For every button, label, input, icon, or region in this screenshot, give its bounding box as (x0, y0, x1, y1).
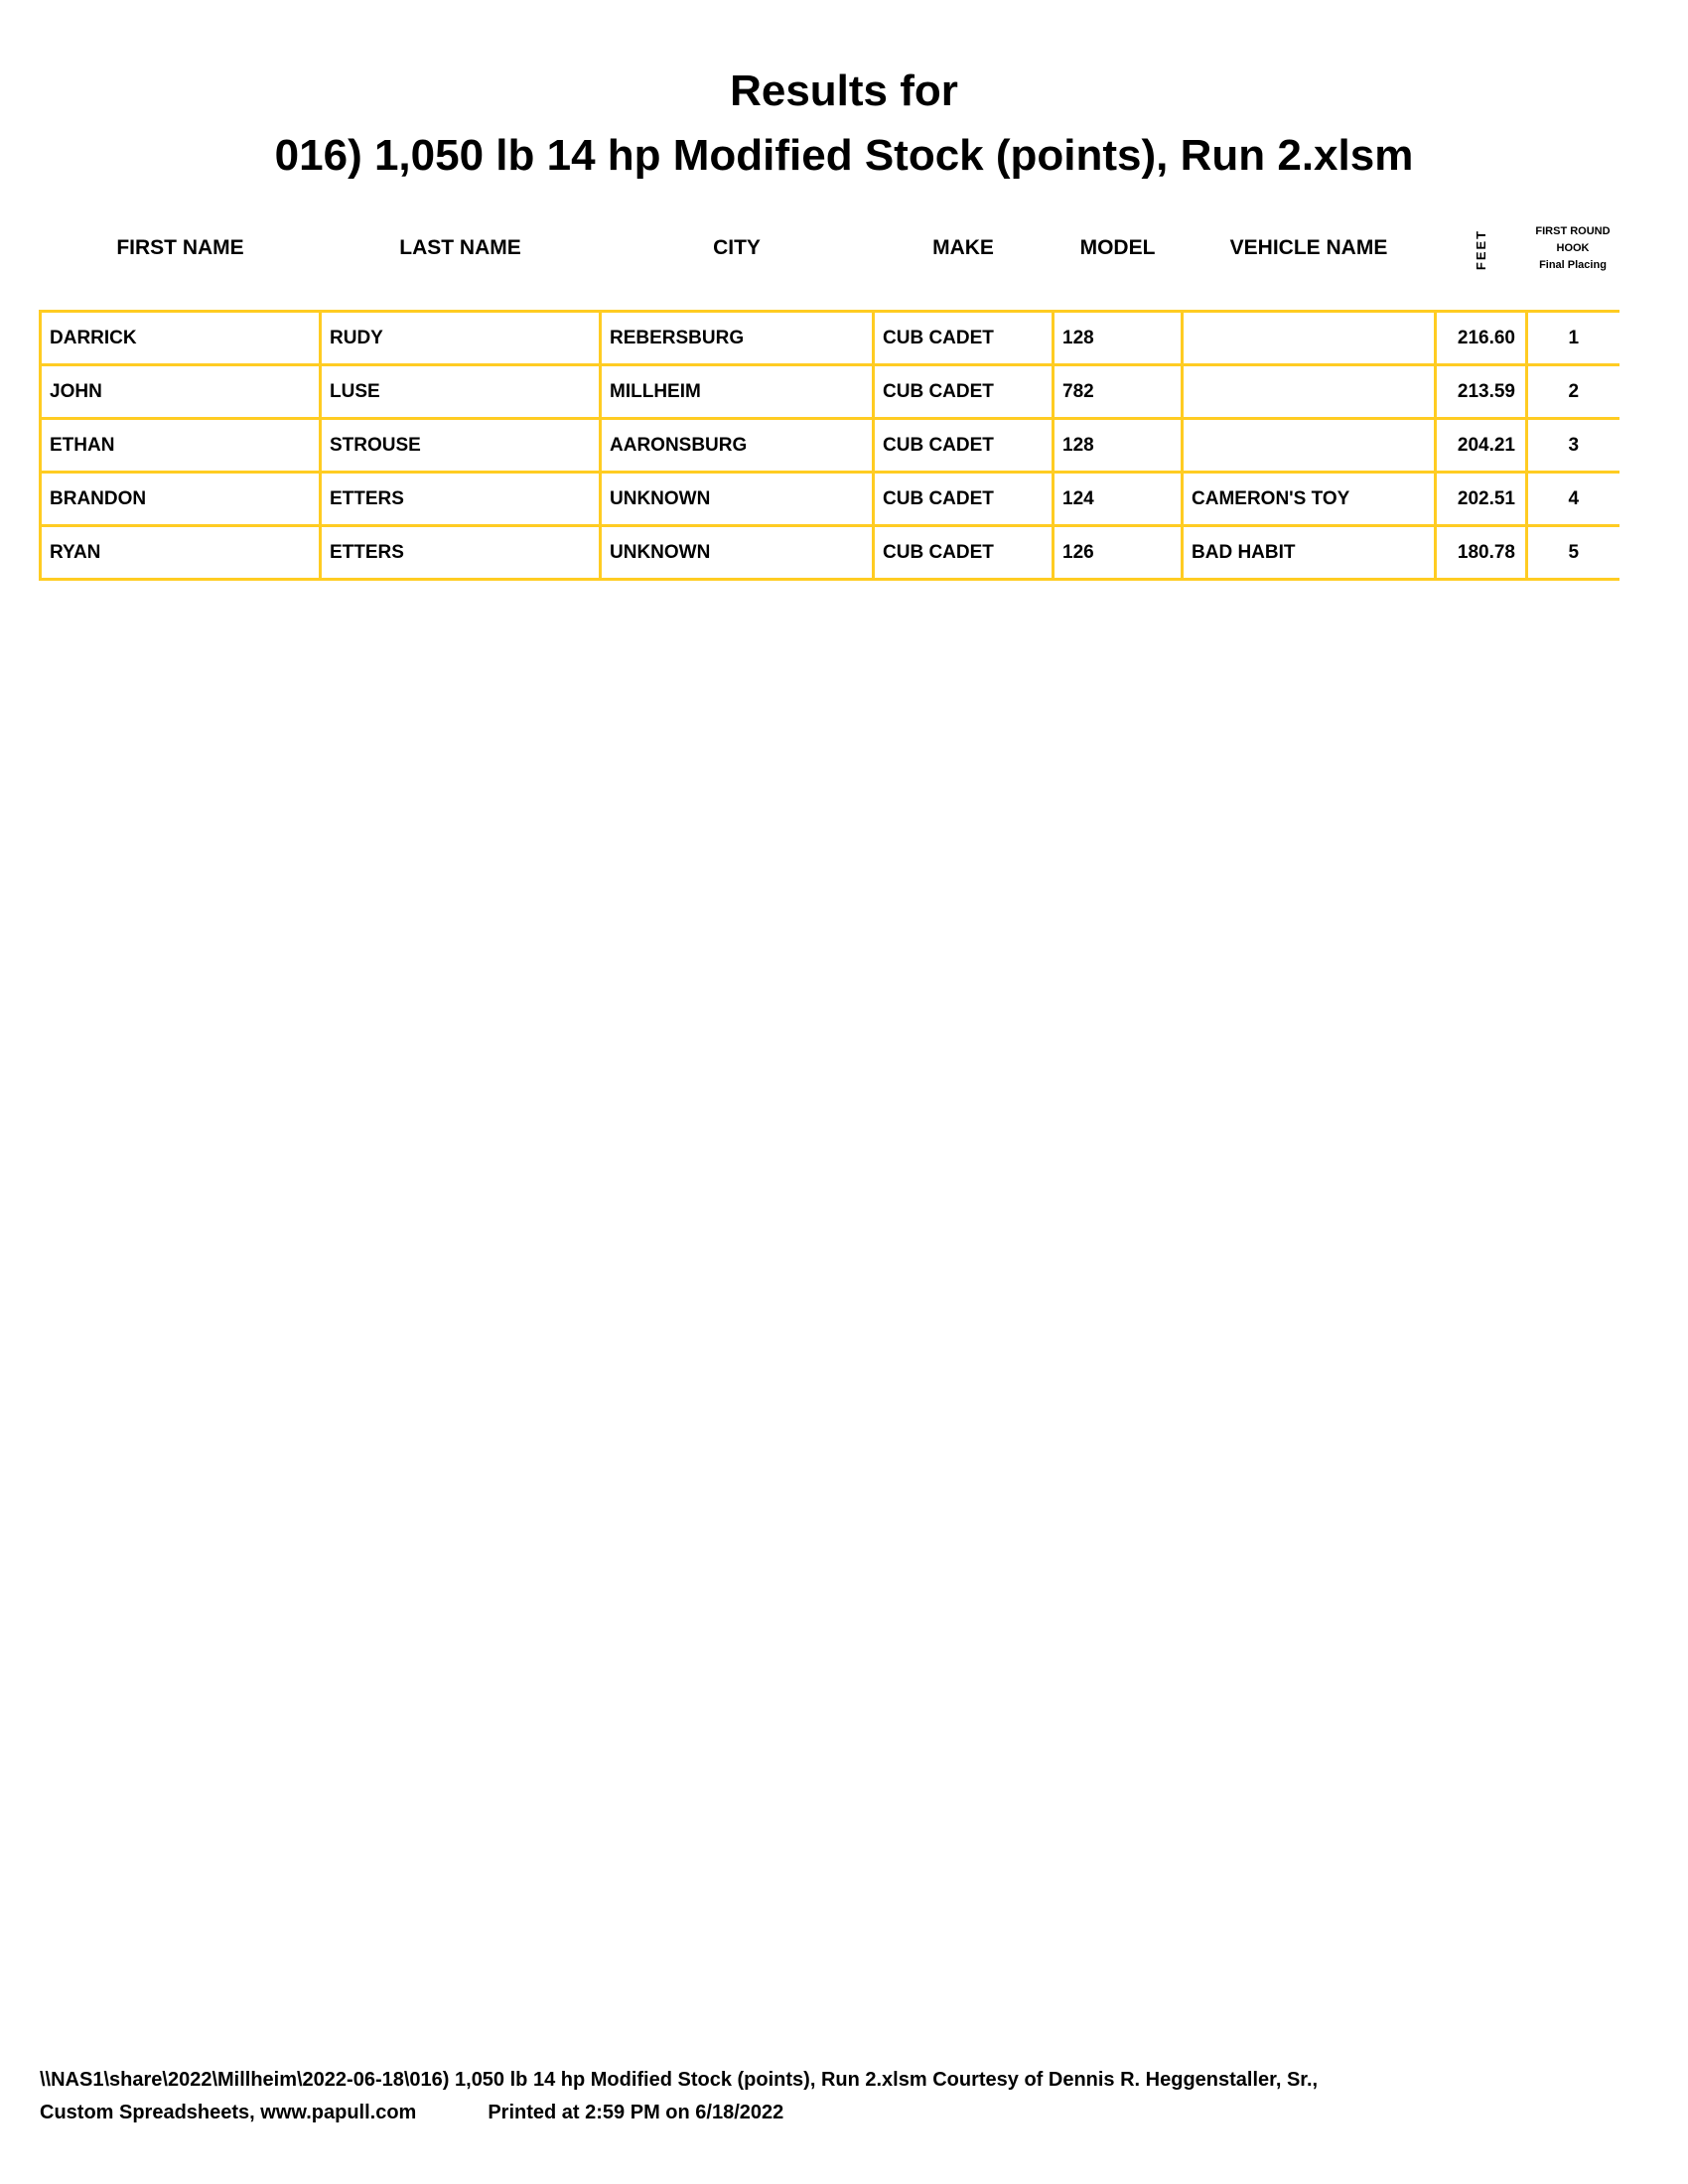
results-table (39, 208, 1619, 581)
cell-make: CUB CADET (874, 419, 1054, 473)
cell-make: CUB CADET (874, 473, 1054, 526)
table-row (41, 419, 1619, 473)
cell-make: CUB CADET (874, 312, 1054, 365)
cell-vehicle-name (1183, 312, 1436, 365)
cell-last-name: STROUSE (321, 419, 601, 473)
header-city: CITY (713, 236, 761, 259)
cell-feet: 204.21 (1436, 419, 1527, 473)
header-hook-line-3: Final Placing (1539, 258, 1607, 271)
cell-place: 3 (1527, 419, 1619, 473)
cell-vehicle-name (1183, 365, 1436, 419)
cell-city: UNKNOWN (601, 526, 874, 580)
cell-first-name: JOHN (41, 365, 321, 419)
page-title-line-2: 016) 1,050 lb 14 hp Modified Stock (points), Run 2.xlsm (274, 131, 1414, 180)
header-feet (1436, 208, 1527, 288)
cell-last-name: RUDY (321, 312, 601, 365)
cell-vehicle-name (1183, 419, 1436, 473)
cell-last-name: ETTERS (321, 526, 601, 580)
table-row (41, 473, 1619, 526)
cell-vehicle-name: BAD HABIT (1183, 526, 1436, 580)
footer-printed-timestamp: Printed at 2:59 PM on 6/18/2022 (488, 2102, 784, 2123)
table-row (41, 365, 1619, 419)
page-title-line-1: Results for (730, 67, 958, 115)
table-row (41, 526, 1619, 580)
cell-first-name: ETHAN (41, 419, 321, 473)
cell-first-name: BRANDON (41, 473, 321, 526)
header-hook (1527, 208, 1619, 288)
cell-feet: 213.59 (1436, 365, 1527, 419)
cell-vehicle-name: CAMERON'S TOY (1183, 473, 1436, 526)
cell-city: MILLHEIM (601, 365, 874, 419)
header-row (41, 208, 1619, 288)
cell-city: UNKNOWN (601, 473, 874, 526)
cell-place: 4 (1527, 473, 1619, 526)
cell-model: 128 (1054, 312, 1183, 365)
cell-model: 128 (1054, 419, 1183, 473)
header-hook-line-2: HOOK (1556, 241, 1590, 254)
cell-place: 5 (1527, 526, 1619, 580)
cell-place: 2 (1527, 365, 1619, 419)
cell-city: AARONSBURG (601, 419, 874, 473)
cell-feet: 202.51 (1436, 473, 1527, 526)
cell-city: REBERSBURG (601, 312, 874, 365)
header-first-name: FIRST NAME (116, 236, 244, 259)
header-model: MODEL (1079, 236, 1156, 259)
cell-feet: 180.78 (1436, 526, 1527, 580)
cell-model: 126 (1054, 526, 1183, 580)
header-make: MAKE (932, 236, 994, 259)
header-vehicle-name: VEHICLE NAME (1229, 236, 1388, 259)
table-row (41, 312, 1619, 365)
footer-credit-line (40, 2102, 783, 2124)
cell-model: 124 (1054, 473, 1183, 526)
footer-path-line: \\NAS1\share\2022\Millheim\2022-06-18\016) 1,050 lb 14 hp Modified Stock (points), Run 2.xlsm Courtesy of Dennis R. Heggenstaller, Sr., (40, 2069, 1319, 2091)
cell-first-name: DARRICK (41, 312, 321, 365)
cell-make: CUB CADET (874, 526, 1054, 580)
header-last-name: LAST NAME (399, 236, 521, 259)
header-hook-line-1: FIRST ROUND (1535, 224, 1611, 237)
cell-model: 782 (1054, 365, 1183, 419)
cell-last-name: LUSE (321, 365, 601, 419)
cell-last-name: ETTERS (321, 473, 601, 526)
cell-make: CUB CADET (874, 365, 1054, 419)
header-feet-label: FEET (1473, 228, 1488, 271)
cell-place: 1 (1527, 312, 1619, 365)
footer-credit: Custom Spreadsheets, www.papull.com (40, 2102, 417, 2123)
cell-first-name: RYAN (41, 526, 321, 580)
cell-feet: 216.60 (1436, 312, 1527, 365)
